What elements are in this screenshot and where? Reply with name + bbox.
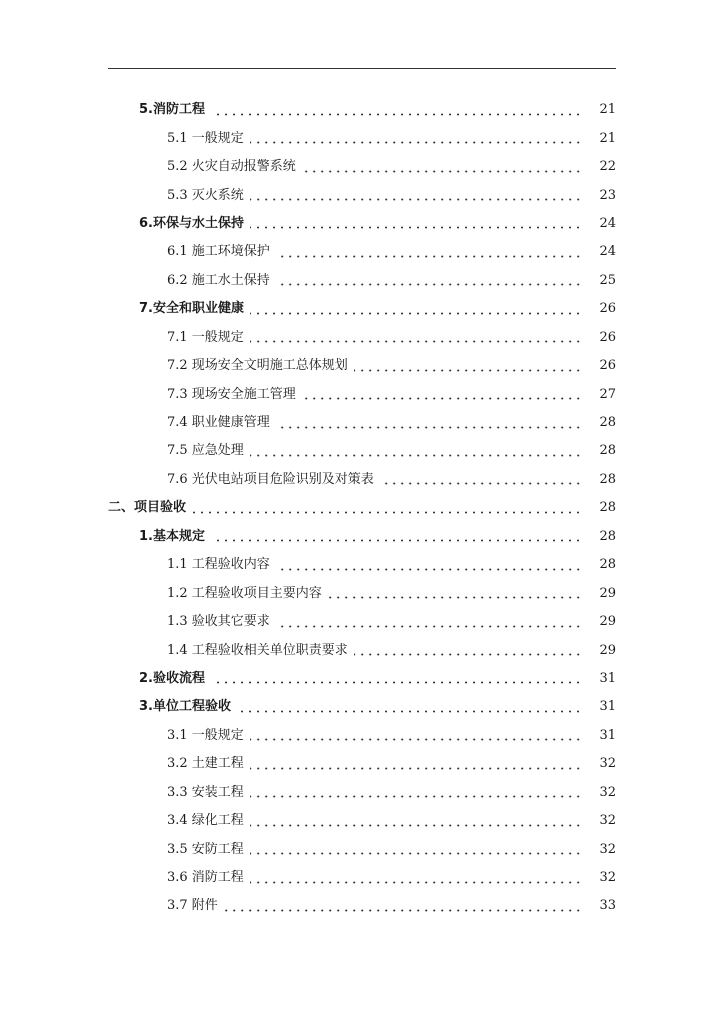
- toc-entry-title: 1.4 工程验收相关单位职责要求: [167, 642, 348, 658]
- table-of-contents: [0, 96, 724, 921]
- toc-entry-page: 24: [599, 215, 616, 231]
- toc-entry-page: 28: [599, 471, 616, 487]
- toc-entry-title: 6.1 施工环境保护: [167, 244, 270, 260]
- toc-entry-title: 5.2 火灾自动报警系统: [167, 159, 296, 175]
- toc-dot-leader: [211, 681, 582, 684]
- toc-entry-title: 2.验收流程: [139, 670, 205, 686]
- toc-entry-title: 5.3 灭火系统: [167, 187, 244, 203]
- toc-dot-leader: [211, 539, 582, 542]
- toc-entry-page: 27: [599, 386, 616, 402]
- toc-entry-page: 31: [599, 727, 616, 743]
- toc-dot-leader: [250, 312, 582, 315]
- toc-dot-leader: [250, 340, 582, 343]
- toc-entry-title: 3.1 一般规定: [167, 727, 244, 743]
- toc-entry-page: 28: [599, 500, 616, 516]
- toc-entry[interactable]: [0, 551, 724, 579]
- toc-entry[interactable]: [0, 409, 724, 437]
- toc-entry-title: 1.3 验收其它要求: [167, 614, 270, 630]
- toc-entry-title: 1.基本规定: [139, 528, 205, 544]
- toc-entry-title: 7.5 应急处理: [167, 443, 244, 459]
- toc-entry-page: 21: [599, 102, 616, 118]
- toc-entry-title: 3.5 安防工程: [167, 841, 244, 857]
- toc-entry[interactable]: [0, 238, 724, 266]
- toc-dot-leader: [276, 426, 582, 429]
- toc-entry-title: 7.3 现场安全施工管理: [167, 386, 296, 402]
- header-rule: [108, 68, 616, 69]
- toc-entry[interactable]: [0, 324, 724, 352]
- toc-entry-page: 26: [599, 301, 616, 317]
- toc-dot-leader: [250, 824, 582, 827]
- toc-dot-leader: [250, 881, 582, 884]
- toc-entry-title: 6.2 施工水土保持: [167, 272, 270, 288]
- toc-entry-title: 5.消防工程: [139, 102, 205, 118]
- toc-entry-title: 6.环保与水土保持: [139, 215, 244, 231]
- toc-dot-leader: [224, 909, 582, 912]
- toc-entry-title: 7.6 光伏电站项目危险识别及对策表: [167, 471, 374, 487]
- toc-entry[interactable]: [0, 466, 724, 494]
- toc-entry[interactable]: [0, 295, 724, 323]
- toc-entry[interactable]: [0, 807, 724, 835]
- toc-entry-page: 32: [599, 870, 616, 886]
- toc-entry-page: 28: [599, 443, 616, 459]
- toc-dot-leader: [250, 141, 582, 144]
- toc-entry[interactable]: [0, 437, 724, 465]
- toc-entry[interactable]: [0, 153, 724, 181]
- toc-entry-page: 25: [599, 272, 616, 288]
- toc-entry[interactable]: [0, 494, 724, 522]
- toc-entry[interactable]: [0, 750, 724, 778]
- toc-entry-page: 32: [599, 841, 616, 857]
- toc-entry-title: 3.单位工程验收: [139, 699, 231, 715]
- toc-entry-page: 21: [599, 130, 616, 146]
- toc-entry[interactable]: [0, 210, 724, 238]
- toc-entry-title: 3.3 安装工程: [167, 784, 244, 800]
- toc-entry[interactable]: [0, 665, 724, 693]
- toc-entry-page: 28: [599, 528, 616, 544]
- toc-entry-page: 28: [599, 415, 616, 431]
- toc-entry[interactable]: [0, 636, 724, 664]
- toc-entry-title: 1.2 工程验收项目主要内容: [167, 585, 322, 601]
- toc-dot-leader: [380, 482, 582, 485]
- toc-dot-leader: [237, 710, 582, 713]
- toc-dot-leader: [250, 767, 582, 770]
- toc-entry-title: 7.1 一般规定: [167, 329, 244, 345]
- toc-entry-title: 7.4 职业健康管理: [167, 415, 270, 431]
- toc-entry-title: 5.1 一般规定: [167, 130, 244, 146]
- toc-entry[interactable]: [0, 608, 724, 636]
- toc-dot-leader: [250, 852, 582, 855]
- toc-entry-page: 32: [599, 813, 616, 829]
- toc-entry[interactable]: [0, 864, 724, 892]
- toc-dot-leader: [328, 596, 582, 599]
- toc-entry-page: 26: [599, 358, 616, 374]
- toc-dot-leader: [276, 283, 582, 286]
- toc-dot-leader: [276, 625, 582, 628]
- toc-dot-leader: [276, 568, 582, 571]
- toc-entry[interactable]: [0, 96, 724, 124]
- toc-entry-page: 24: [599, 244, 616, 260]
- toc-dot-leader: [276, 255, 582, 258]
- toc-entry-page: 29: [599, 585, 616, 601]
- toc-entry[interactable]: [0, 124, 724, 152]
- toc-entry-title: 3.6 消防工程: [167, 870, 244, 886]
- toc-entry-page: 23: [599, 187, 616, 203]
- toc-entry[interactable]: [0, 267, 724, 295]
- toc-entry-page: 33: [599, 898, 616, 914]
- toc-entry[interactable]: [0, 722, 724, 750]
- toc-dot-leader: [250, 738, 582, 741]
- toc-dot-leader: [302, 170, 582, 173]
- toc-entry-page: 29: [599, 642, 616, 658]
- toc-entry-page: 32: [599, 756, 616, 772]
- toc-entry[interactable]: [0, 693, 724, 721]
- toc-dot-leader: [250, 226, 582, 229]
- toc-entry-page: 26: [599, 329, 616, 345]
- toc-entry-page: 31: [599, 699, 616, 715]
- toc-dot-leader: [192, 511, 582, 514]
- toc-entry-page: 28: [599, 557, 616, 573]
- toc-entry-title: 7.安全和职业健康: [139, 301, 244, 317]
- toc-entry[interactable]: [0, 579, 724, 607]
- toc-entry-page: 32: [599, 784, 616, 800]
- toc-dot-leader: [302, 397, 582, 400]
- toc-entry[interactable]: [0, 380, 724, 408]
- toc-dot-leader: [250, 198, 582, 201]
- toc-entry[interactable]: [0, 352, 724, 380]
- toc-entry[interactable]: [0, 779, 724, 807]
- toc-dot-leader: [211, 113, 582, 116]
- toc-dot-leader: [354, 653, 582, 656]
- toc-entry-page: 22: [599, 159, 616, 175]
- toc-dot-leader: [250, 795, 582, 798]
- toc-dot-leader: [354, 369, 582, 372]
- toc-entry[interactable]: [0, 523, 724, 551]
- toc-entry-title: 二、项目验收: [108, 500, 187, 516]
- toc-entry[interactable]: [0, 892, 724, 920]
- toc-entry-title: 3.7 附件: [167, 898, 218, 914]
- toc-entry-title: 1.1 工程验收内容: [167, 557, 270, 573]
- toc-entry-page: 29: [599, 614, 616, 630]
- toc-entry[interactable]: [0, 835, 724, 863]
- toc-entry-title: 3.2 土建工程: [167, 756, 244, 772]
- toc-entry-title: 7.2 现场安全文明施工总体规划: [167, 358, 348, 374]
- toc-entry[interactable]: [0, 181, 724, 209]
- toc-entry-title: 3.4 绿化工程: [167, 813, 244, 829]
- toc-dot-leader: [250, 454, 582, 457]
- toc-entry-page: 31: [599, 670, 616, 686]
